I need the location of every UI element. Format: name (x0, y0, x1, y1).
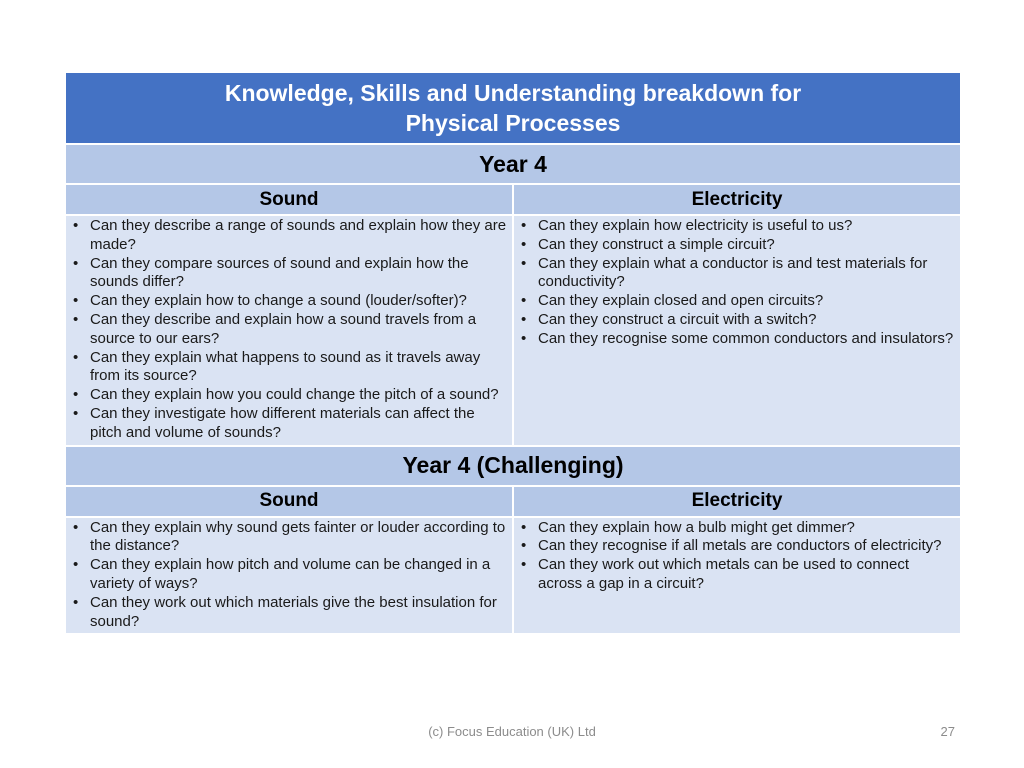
list-item: • Can they work out which metals can be used to connect across a gap in a circuit? (521, 556, 910, 592)
list-item: • Can they construct a circuit with a switch? (521, 310, 817, 328)
subject-heading-electricity-challenging: Electricity (513, 486, 961, 517)
list-item: • Can they investigate how different materials can affect the pitch and volume of sounds? (73, 404, 475, 441)
list-item: • Can they construct a simple circuit? (521, 235, 775, 253)
electricity-questions-cell (513, 215, 961, 446)
list-item: • Can they explain why sound gets fainter or louder according to the distance? (73, 518, 506, 555)
list-item: • Can they explain how pitch and volume can be changed in a variety of ways? (73, 556, 491, 592)
list-item: • Can they explain how a bulb might get dimmer? (521, 518, 855, 536)
electricity-challenging-questions-cell (513, 517, 961, 635)
list-item: • Can they describe a range of sounds and explain how they are made? (73, 217, 507, 253)
subject-heading-sound-challenging: Sound (65, 486, 513, 517)
footer-copyright: (c) Focus Education (UK) Ltd (428, 724, 596, 739)
list-item: • Can they explain closed and open circuits? (521, 292, 824, 310)
page-number: 27 (940, 724, 955, 739)
list-item: • Can they work out which materials give the best insulation for sound? (73, 593, 497, 630)
list-item: • Can they recognise some common conductors and insulators? (521, 329, 954, 347)
year-challenging-heading: Year 4 (Challenging) (65, 446, 961, 486)
sound-questions-cell (65, 215, 513, 446)
title-line-1: Knowledge, Skills and Understanding breakdown for (224, 80, 802, 106)
question-list (514, 216, 960, 351)
list-item: • Can they explain how to change a sound (louder/softer)? (73, 292, 467, 310)
list-item: • Can they recognise if all metals are conductors of electricity? (521, 537, 942, 555)
subject-heading-electricity: Electricity (513, 184, 961, 215)
list-item: • Can they explain how electricity is useful to us? (521, 217, 853, 234)
sound-challenging-questions-cell (65, 517, 513, 635)
year-heading: Year 4 (65, 144, 961, 184)
list-item: • Can they explain how you could change the pitch of a sound? (73, 386, 499, 404)
title-line-2: Physical Processes (405, 110, 621, 136)
list-item: • Can they compare sources of sound and explain how the sounds differ? (73, 254, 469, 291)
question-list (514, 518, 960, 596)
list-item: • Can they describe and explain how a sound travels from a source to our ears? (73, 310, 477, 347)
question-list (66, 518, 512, 634)
question-list (66, 216, 512, 445)
list-item: • Can they explain what a conductor is and test materials for conductivity? (521, 254, 928, 291)
table-title (65, 72, 961, 144)
breakdown-table (64, 71, 962, 635)
list-item: • Can they explain what happens to sound as it travels away from its source? (73, 348, 481, 385)
subject-heading-sound: Sound (65, 184, 513, 215)
